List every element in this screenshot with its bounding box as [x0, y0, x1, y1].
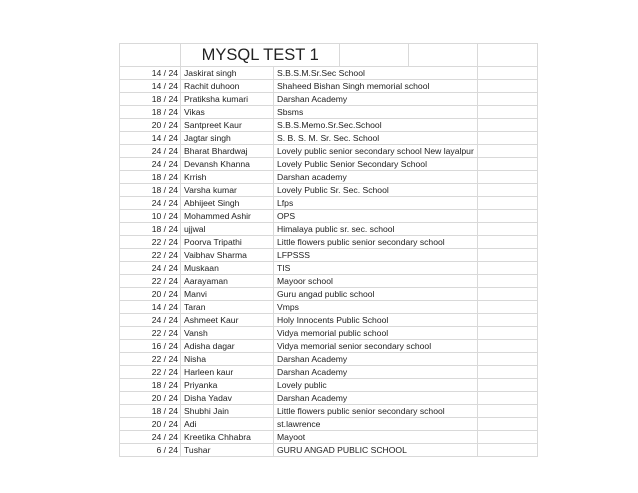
- name-cell[interactable]: Mohammed Ashir: [181, 210, 274, 223]
- school-cell[interactable]: Lovely Public Sr. Sec. School: [274, 184, 478, 197]
- name-cell[interactable]: Taran: [181, 301, 274, 314]
- school-cell[interactable]: Holy Innocents Public School: [274, 314, 478, 327]
- empty-cell[interactable]: [477, 106, 537, 119]
- score-cell[interactable]: 14 / 24: [120, 67, 181, 80]
- school-cell[interactable]: Vidya memorial public school: [274, 327, 478, 340]
- school-cell[interactable]: Little flowers public senior secondary school: [274, 236, 478, 249]
- table-row: [120, 67, 538, 80]
- empty-cell[interactable]: [477, 44, 537, 67]
- table-row: [120, 418, 538, 431]
- empty-cell[interactable]: [477, 366, 537, 379]
- school-cell[interactable]: st.lawrence: [274, 418, 478, 431]
- empty-cell[interactable]: [477, 236, 537, 249]
- name-cell[interactable]: Harleen kaur: [181, 366, 274, 379]
- school-cell[interactable]: Lovely public senior secondary school New layalpur: [274, 145, 478, 158]
- score-cell[interactable]: 24 / 24: [120, 431, 181, 444]
- name-cell[interactable]: Disha Yadav: [181, 392, 274, 405]
- table-row: [120, 158, 538, 171]
- table-row: [120, 249, 538, 262]
- name-cell[interactable]: Bharat Bhardwaj: [181, 145, 274, 158]
- score-cell[interactable]: 20 / 24: [120, 392, 181, 405]
- name-cell[interactable]: Muskaan: [181, 262, 274, 275]
- school-cell[interactable]: LFPSSS: [274, 249, 478, 262]
- school-cell[interactable]: Vmps: [274, 301, 478, 314]
- school-cell[interactable]: Darshan Academy: [274, 353, 478, 366]
- score-cell[interactable]: 20 / 24: [120, 288, 181, 301]
- empty-cell[interactable]: [477, 340, 537, 353]
- table-row: [120, 210, 538, 223]
- school-cell[interactable]: Vidya memorial senior secondary school: [274, 340, 478, 353]
- score-cell[interactable]: 14 / 24: [120, 80, 181, 93]
- score-cell[interactable]: 16 / 24: [120, 340, 181, 353]
- results-sheet: [119, 43, 538, 457]
- empty-cell[interactable]: [477, 132, 537, 145]
- empty-cell[interactable]: [120, 44, 181, 67]
- empty-cell[interactable]: [477, 418, 537, 431]
- score-cell[interactable]: 14 / 24: [120, 132, 181, 145]
- name-cell[interactable]: Nisha: [181, 353, 274, 366]
- empty-cell[interactable]: [477, 210, 537, 223]
- empty-cell[interactable]: [477, 327, 537, 340]
- empty-cell[interactable]: [477, 67, 537, 80]
- empty-cell[interactable]: [477, 379, 537, 392]
- name-cell[interactable]: Adisha dagar: [181, 340, 274, 353]
- table-row: [120, 314, 538, 327]
- table-row: [120, 392, 538, 405]
- table-row: [120, 236, 538, 249]
- name-cell[interactable]: Manvi: [181, 288, 274, 301]
- score-cell[interactable]: 10 / 24: [120, 210, 181, 223]
- name-cell[interactable]: Aarayaman: [181, 275, 274, 288]
- name-cell[interactable]: Vansh: [181, 327, 274, 340]
- school-cell[interactable]: Darshan academy: [274, 171, 478, 184]
- score-cell[interactable]: 24 / 24: [120, 314, 181, 327]
- empty-cell[interactable]: [477, 249, 537, 262]
- empty-cell[interactable]: [477, 392, 537, 405]
- score-cell[interactable]: 22 / 24: [120, 236, 181, 249]
- table-row: [120, 379, 538, 392]
- empty-cell[interactable]: [477, 444, 537, 457]
- name-cell[interactable]: Jagtar singh: [181, 132, 274, 145]
- score-cell[interactable]: 24 / 24: [120, 158, 181, 171]
- table-row: [120, 353, 538, 366]
- school-cell[interactable]: GURU ANGAD PUBLIC SCHOOL: [274, 444, 478, 457]
- empty-cell[interactable]: [477, 262, 537, 275]
- table-row: [120, 93, 538, 106]
- table-row: [120, 444, 538, 457]
- school-cell[interactable]: Mayoor school: [274, 275, 478, 288]
- score-cell[interactable]: 24 / 24: [120, 145, 181, 158]
- empty-cell[interactable]: [477, 353, 537, 366]
- table-row: [120, 431, 538, 444]
- school-cell[interactable]: S.B.S.M.Sr.Sec School: [274, 67, 478, 80]
- name-cell[interactable]: Adi: [181, 418, 274, 431]
- empty-cell[interactable]: [477, 431, 537, 444]
- table-row: [120, 288, 538, 301]
- score-cell[interactable]: 18 / 24: [120, 223, 181, 236]
- score-cell[interactable]: 18 / 24: [120, 171, 181, 184]
- score-cell[interactable]: 18 / 24: [120, 93, 181, 106]
- sheet-body: [120, 44, 538, 457]
- school-cell[interactable]: Lovely Public Senior Secondary School: [274, 158, 478, 171]
- school-cell[interactable]: Lfps: [274, 197, 478, 210]
- name-cell[interactable]: Varsha kumar: [181, 184, 274, 197]
- table-row: [120, 301, 538, 314]
- school-cell[interactable]: Guru angad public school: [274, 288, 478, 301]
- name-cell[interactable]: Rachit duhoon: [181, 80, 274, 93]
- empty-cell[interactable]: [477, 119, 537, 132]
- empty-cell[interactable]: [477, 145, 537, 158]
- school-cell[interactable]: Lovely public: [274, 379, 478, 392]
- score-cell[interactable]: 20 / 24: [120, 418, 181, 431]
- empty-cell[interactable]: [477, 275, 537, 288]
- name-cell[interactable]: Devansh Khanna: [181, 158, 274, 171]
- school-cell[interactable]: Mayoot: [274, 431, 478, 444]
- table-row: [120, 119, 538, 132]
- table-row: [120, 340, 538, 353]
- score-cell[interactable]: 18 / 24: [120, 405, 181, 418]
- table-row: [120, 80, 538, 93]
- table-row: [120, 327, 538, 340]
- empty-cell[interactable]: [477, 197, 537, 210]
- table-row: [120, 366, 538, 379]
- school-cell[interactable]: Darshan Academy: [274, 366, 478, 379]
- name-cell[interactable]: Poorva Tripathi: [181, 236, 274, 249]
- empty-cell[interactable]: [477, 171, 537, 184]
- table-row: [120, 197, 538, 210]
- table-row: [120, 171, 538, 184]
- school-cell[interactable]: TIS: [274, 262, 478, 275]
- score-cell[interactable]: 22 / 24: [120, 327, 181, 340]
- score-cell[interactable]: 22 / 24: [120, 275, 181, 288]
- name-cell[interactable]: Vaibhav Sharma: [181, 249, 274, 262]
- score-cell[interactable]: 6 / 24: [120, 444, 181, 457]
- table-row: [120, 184, 538, 197]
- school-cell[interactable]: Little flowers public senior secondary school: [274, 405, 478, 418]
- name-cell[interactable]: Tushar: [181, 444, 274, 457]
- score-cell[interactable]: 22 / 24: [120, 366, 181, 379]
- name-cell[interactable]: Priyanka: [181, 379, 274, 392]
- empty-cell[interactable]: [477, 184, 537, 197]
- name-cell[interactable]: Kreetika Chhabra: [181, 431, 274, 444]
- table-row: [120, 275, 538, 288]
- name-cell[interactable]: Abhijeet Singh: [181, 197, 274, 210]
- name-cell[interactable]: Jaskirat singh: [181, 67, 274, 80]
- empty-cell[interactable]: [477, 80, 537, 93]
- name-cell[interactable]: Santpreet Kaur: [181, 119, 274, 132]
- sheet-title[interactable]: MYSQL TEST 1: [181, 44, 340, 67]
- table-row: [120, 262, 538, 275]
- name-cell[interactable]: ujjwal: [181, 223, 274, 236]
- name-cell[interactable]: Pratiksha kumari: [181, 93, 274, 106]
- empty-cell[interactable]: [477, 288, 537, 301]
- empty-cell[interactable]: [477, 405, 537, 418]
- empty-cell[interactable]: [477, 158, 537, 171]
- score-cell[interactable]: 18 / 24: [120, 184, 181, 197]
- table-row: [120, 106, 538, 119]
- table-row: [120, 405, 538, 418]
- name-cell[interactable]: Shubhi Jain: [181, 405, 274, 418]
- score-cell[interactable]: 22 / 24: [120, 249, 181, 262]
- name-cell[interactable]: Krrish: [181, 171, 274, 184]
- empty-cell[interactable]: [477, 301, 537, 314]
- table-row: [120, 223, 538, 236]
- score-cell[interactable]: 18 / 24: [120, 379, 181, 392]
- score-cell[interactable]: 22 / 24: [120, 353, 181, 366]
- table-row: [120, 132, 538, 145]
- school-cell[interactable]: Darshan Academy: [274, 93, 478, 106]
- name-cell[interactable]: Vikas: [181, 106, 274, 119]
- empty-cell[interactable]: [340, 44, 409, 67]
- empty-cell[interactable]: [477, 314, 537, 327]
- title-row: [120, 44, 538, 67]
- empty-cell[interactable]: [477, 223, 537, 236]
- school-cell[interactable]: S.B.S.Memo.Sr.Sec.School: [274, 119, 478, 132]
- empty-cell[interactable]: [409, 44, 478, 67]
- score-cell[interactable]: 18 / 24: [120, 106, 181, 119]
- school-cell[interactable]: OPS: [274, 210, 478, 223]
- school-cell[interactable]: Sbsms: [274, 106, 478, 119]
- school-cell[interactable]: Shaheed Bishan Singh memorial school: [274, 80, 478, 93]
- table-row: [120, 145, 538, 158]
- score-cell[interactable]: 20 / 24: [120, 119, 181, 132]
- school-cell[interactable]: S. B. S. M. Sr. Sec. School: [274, 132, 478, 145]
- score-cell[interactable]: 24 / 24: [120, 262, 181, 275]
- score-cell[interactable]: 24 / 24: [120, 197, 181, 210]
- empty-cell[interactable]: [477, 93, 537, 106]
- school-cell[interactable]: Himalaya public sr. sec. school: [274, 223, 478, 236]
- school-cell[interactable]: Darshan Academy: [274, 392, 478, 405]
- score-cell[interactable]: 14 / 24: [120, 301, 181, 314]
- name-cell[interactable]: Ashmeet Kaur: [181, 314, 274, 327]
